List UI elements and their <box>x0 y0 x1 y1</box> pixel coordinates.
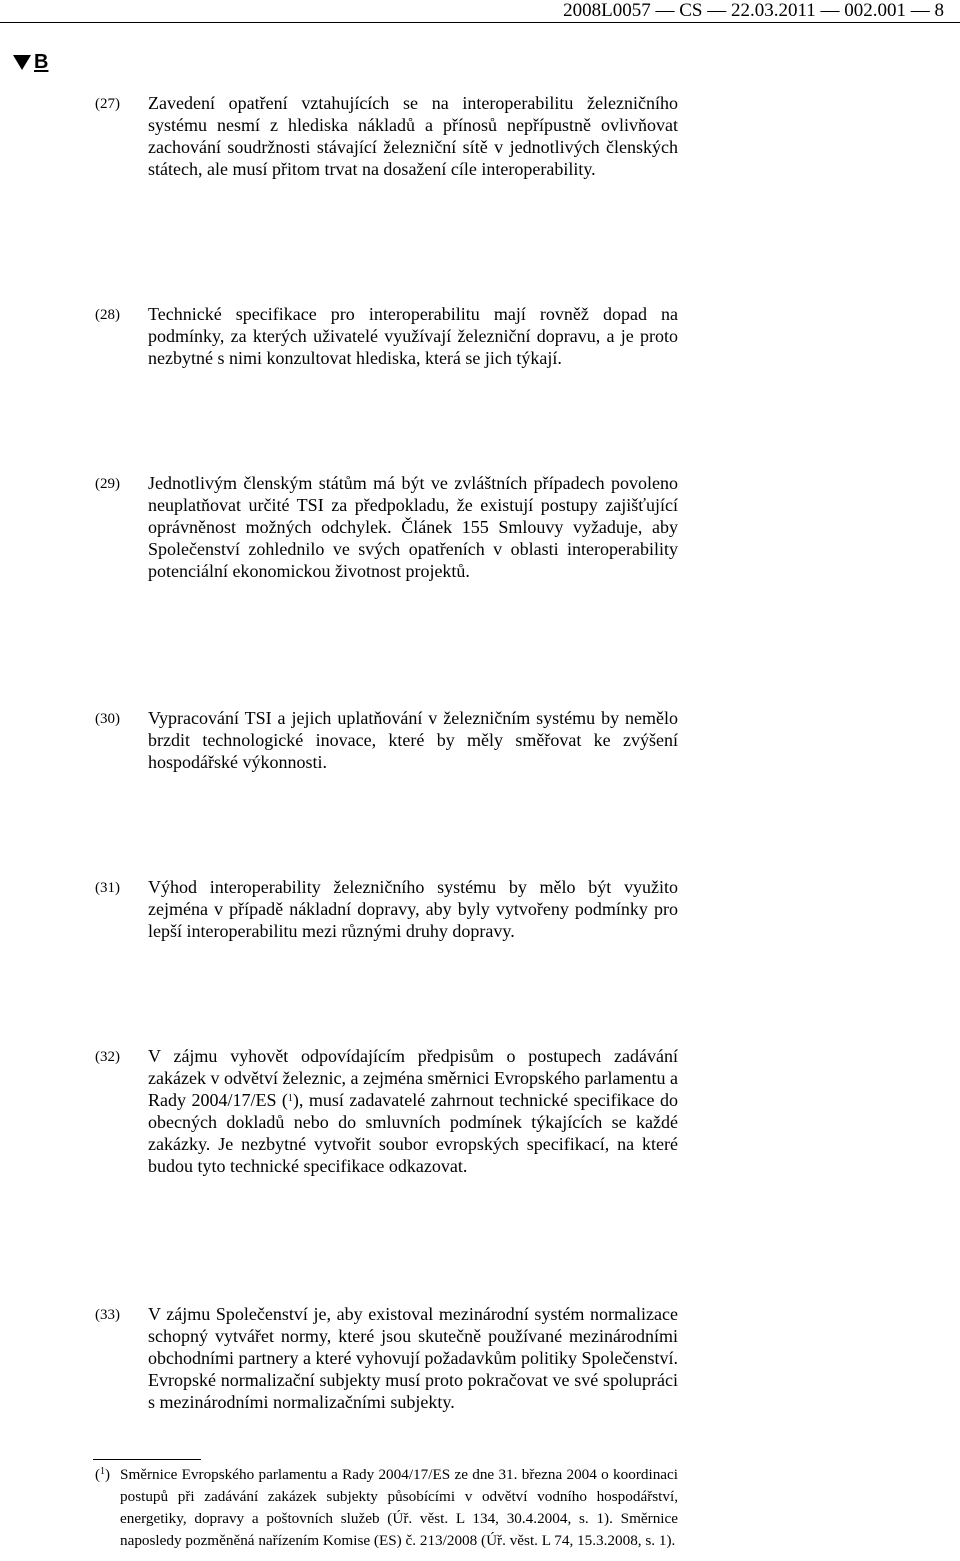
recital-number: (27) <box>95 96 120 112</box>
footnote-separator <box>93 1459 201 1460</box>
header-rule <box>0 22 960 23</box>
recital-text: V zájmu Společenství je, aby existoval mezinárodní systém normalizace schopný vytvářet normy, které jsou skutečně používané mezinárodními obchodními partnery a které vyhovují požadavkům politiky Společenství. Evropské normalizační subjekty musí proto pokračovat ve své spolupráci s mezinárodními normalizačními subjekty. <box>148 1304 678 1412</box>
recital-text: Zavedení opatření vztahujících se na interoperabilitu železničního systému nesmí z hlediska nákladů a přínosů nepřípustně ovlivňovat zachování soudržnosti stávající železniční sítě v jednotlivých členských státech, ale musí přitom trvat na dosažení cíle interoperability. <box>148 93 678 179</box>
footnote-bracket: ) <box>105 1467 110 1483</box>
recital-number: (31) <box>95 880 120 896</box>
amendment-marker <box>13 50 48 74</box>
recital-text-part: V zájmu vyhovět odpovídajícím předpisům o postupech zadávání zakázek v odvětví železnic, a zejména směrnici Evropského parlamentu a Rady 2004/17/ES ( <box>148 1046 678 1110</box>
recital-text: Technické specifikace pro interoperabilitu mají rovněž dopad na podmínky, za kterých uživatelé využívají železniční dopravu, a je proto nezbytné s nimi konzultovat hlediska, která se jich týkají. <box>148 304 678 368</box>
recital-number: (30) <box>95 711 120 727</box>
footnote-reference[interactable]: 1 <box>287 1093 293 1104</box>
document-reference: 2008L0057 — CS — 22.03.2011 — 002.001 — 8 <box>563 0 944 21</box>
recital-text-part: ), musí zadavatelé zahrnout technické specifikace do obecných dokladů nebo do smluvních podmínek týkajících se každé zakázky. Je nezbytné vytvořit soubor evropských specifikací, na které budou tyto technické specifikace odkazovat. <box>148 1090 678 1176</box>
recital-number: (32) <box>95 1049 120 1065</box>
recital-number: (33) <box>95 1307 120 1323</box>
recital-number: (28) <box>95 307 120 323</box>
footnote-number: 1 <box>100 1466 105 1477</box>
footnote-text: Směrnice Evropského parlamentu a Rady 2004/17/ES ze dne 31. března 2004 o koordinaci postupů při zadávání zakázek subjekty působícími v odvětví vodního hospodářství, energetiky, dopravy a poštovních služeb (Úř. věst. L 134, 30.4.2004, s. 1). Směrnice naposledy pozměněná nařízením Komise (ES) č. 213/2008 (Úř. věst. L 74, 15.3.2008, s. 1). <box>120 1466 678 1549</box>
triangle-down-icon <box>13 55 31 70</box>
amendment-marker-label: B <box>34 51 49 73</box>
recital-text: Vypracování TSI a jejich uplatňování v železničním systému by nemělo brzdit technologické inovace, které by měly směřovat ke zvýšení hospodářské výkonnosti. <box>148 708 678 772</box>
recital-text <box>148 1045 678 1177</box>
document-header <box>0 0 960 22</box>
footnote-bracket: ( <box>95 1467 100 1483</box>
recital-number: (29) <box>95 476 120 492</box>
recital-text: Jednotlivým členským státům má být ve zvláštních případech povoleno neuplatňovat určité TSI za předpokladu, že existují postupy zajišťující oprávněnost možných odchylek. Článek 155 Smlouvy vyžaduje, aby Společenství zohlednilo ve svých opatřeních v oblasti interoperability potenciální ekonomickou životnost projektů. <box>148 473 678 581</box>
footnote-marker <box>95 1464 110 1486</box>
recital-text: Výhod interoperability železničního systému by mělo být využito zejména v případě nákladní dopravy, aby byly vytvořeny podmínky pro lepší interoperabilitu mezi různými druhy dopravy. <box>148 877 678 941</box>
